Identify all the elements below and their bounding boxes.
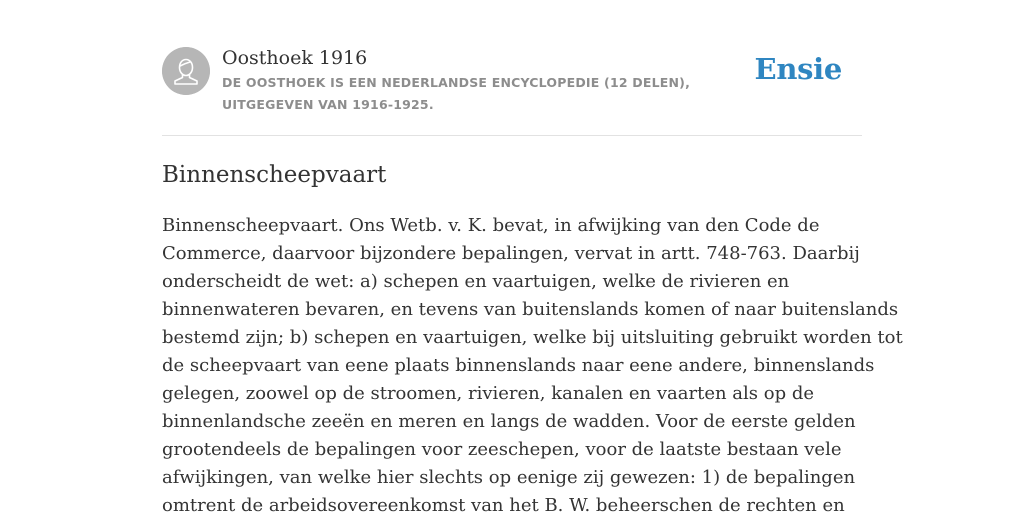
article-line: onderscheidt de wet: a) schepen en vaartuigen, welke de rivieren en (162, 271, 790, 292)
user-silhouette-icon[interactable] (162, 47, 210, 95)
source-title[interactable]: Oosthoek 1916 (222, 47, 368, 69)
article-line: binnenwateren bevaren, en tevens van buitenslands komen of naar buitenslands (162, 299, 899, 320)
header-divider (162, 135, 862, 136)
ensie-logo[interactable]: Ensie (754, 52, 842, 86)
article-line: binnenlandsche zeeën en meren en langs de wadden. Voor de eerste gelden (162, 411, 856, 432)
article-line: omtrent de arbeidsovereenkomst van het B. W. beheerschen de rechten en (162, 495, 845, 512)
article-line: gelegen, zoowel op de stroomen, rivieren, kanalen en vaarten als op de (162, 383, 814, 404)
article-body (162, 212, 903, 512)
article-line: Binnenscheepvaart. Ons Wetb. v. K. bevat, in afwijking van den Code de (162, 215, 820, 236)
article-title: Binnenscheepvaart (162, 162, 387, 188)
article-line: de scheepvaart van eene plaats binnenslands naar eene andere, binnenslands (162, 355, 875, 376)
article-line: bestemd zijn; b) schepen en vaartuigen, welke bij uitsluiting gebruikt worden tot (162, 327, 903, 348)
source-description: DE OOSTHOEK IS EEN NEDERLANDSE ENCYCLOPEDIE (12 DELEN), UITGEGEVEN VAN 1916-1925. (222, 75, 691, 112)
source-header (162, 46, 862, 135)
article-line: Commerce, daarvoor bijzondere bepalingen, vervat in artt. 748-763. Daarbij (162, 243, 860, 264)
article-line: afwijkingen, van welke hier slechts op eenige zij gewezen: 1) de bepalingen (162, 467, 856, 488)
article-line: grootendeels de bepalingen voor zeeschepen, voor de laatste bestaan vele (162, 439, 842, 460)
